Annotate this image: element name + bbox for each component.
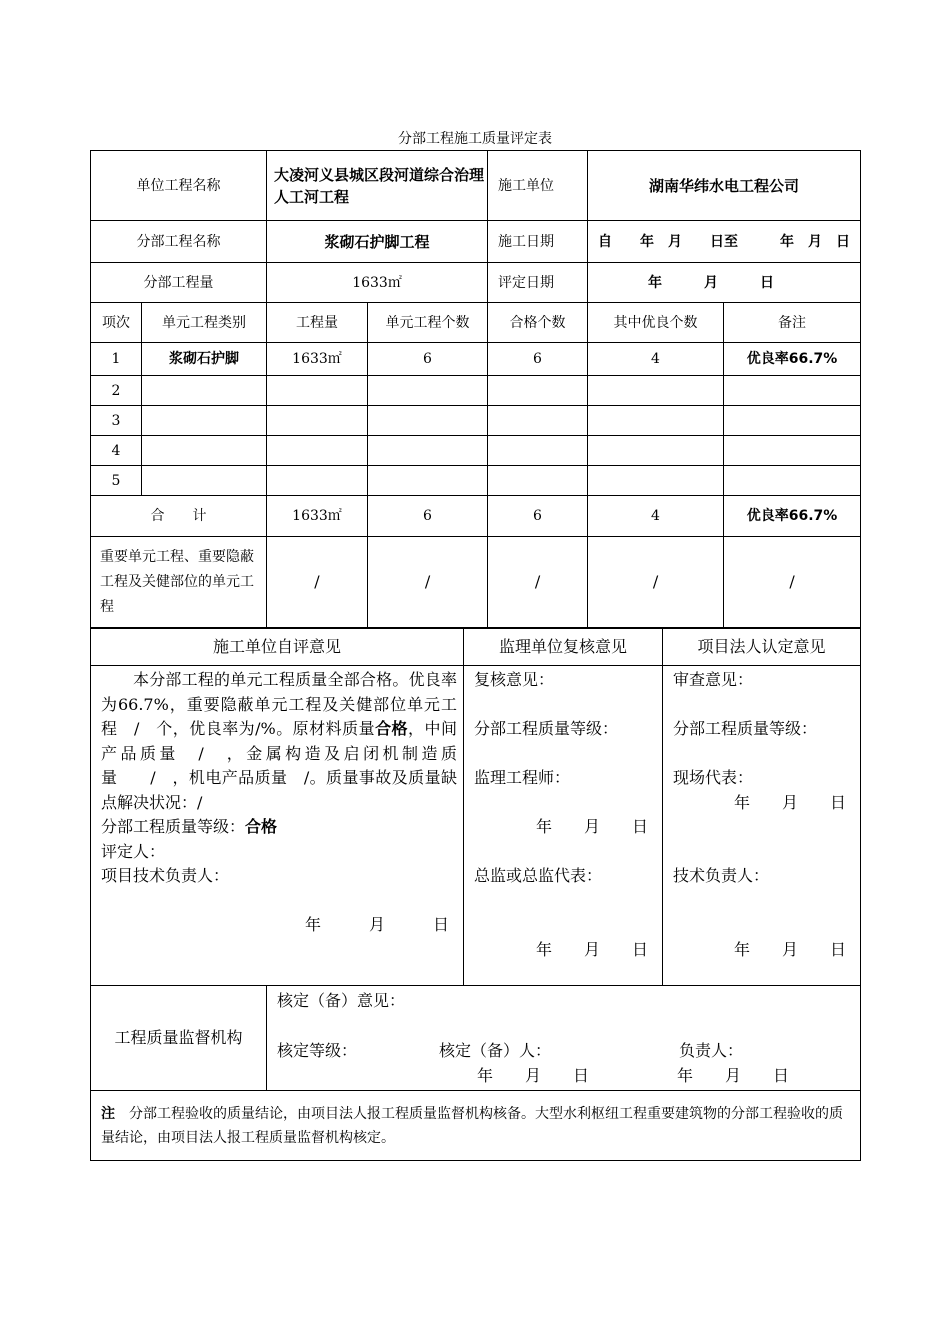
owner-rep: 现场代表： bbox=[673, 768, 754, 787]
supervisor-opinion-header: 监理单位复核意见 bbox=[464, 629, 663, 666]
row-remark bbox=[724, 466, 861, 496]
quantity-label: 分部工程量 bbox=[91, 263, 267, 303]
approval-date-1: 年 月 日 bbox=[477, 1066, 590, 1085]
col-header: 合格个数 bbox=[488, 303, 588, 343]
total-excellent: 4 bbox=[588, 496, 724, 537]
unit-project-label: 单位工程名称 bbox=[91, 151, 267, 221]
note-label: 注 bbox=[101, 1105, 115, 1122]
row-qualified bbox=[488, 466, 588, 496]
row-no: 2 bbox=[91, 376, 142, 406]
row-quantity bbox=[267, 466, 368, 496]
owner-date-1: 年 月 日 bbox=[733, 792, 846, 812]
approval-date-2: 年 月 日 bbox=[677, 1066, 790, 1085]
row-type bbox=[142, 466, 267, 496]
supervisor-grade: 分部工程质量等级： bbox=[474, 719, 619, 738]
row-count bbox=[368, 466, 488, 496]
supervisor-chief: 总监或总监代表： bbox=[474, 866, 603, 885]
row-count bbox=[368, 436, 488, 466]
approval-opinion: 核定（备）意见： bbox=[277, 991, 406, 1010]
row-count bbox=[368, 376, 488, 406]
eval-date-label: 评定日期 bbox=[488, 263, 588, 303]
column-header-row bbox=[91, 303, 861, 343]
row-type bbox=[142, 436, 267, 466]
owner-tech: 技术负责人： bbox=[673, 866, 770, 885]
owner-grade: 分部工程质量等级： bbox=[673, 719, 818, 738]
row-qualified bbox=[488, 406, 588, 436]
supervisor-engineer: 监理工程师： bbox=[474, 768, 571, 787]
table-row bbox=[91, 436, 861, 466]
row-remark bbox=[724, 406, 861, 436]
contractor-date: 年 月 日 bbox=[304, 915, 449, 934]
contractor-opinion-text: 本分部工程的单元工程质量全部合格。优良率为66.7%，重要隐蔽单元工程及关健部位单元工程 / 个，优良率为/%。原材料质量 bbox=[101, 670, 457, 738]
eval-date-value: 年 月 日 bbox=[588, 263, 861, 303]
contractor-label: 施工单位 bbox=[488, 151, 588, 221]
contractor-tech-lead: 项目技术负责人： bbox=[101, 866, 230, 885]
supervision-body bbox=[267, 986, 861, 1091]
col-header: 工程量 bbox=[267, 303, 368, 343]
note-text: 分部工程验收的质量结论，由项目法人报工程质量监督机构核备。大型水利枢纽工程重要建筑物的分部工程验收的质量结论，由项目法人报工程质量监督机构核定。 bbox=[101, 1105, 843, 1146]
row-qualified: 6 bbox=[488, 343, 588, 376]
contractor-grade-label: 分部工程质量等级： bbox=[101, 817, 246, 836]
important-label: 重要单元工程、重要隐蔽工程及关健部位的单元工程 bbox=[91, 537, 267, 628]
sub-project-value: 浆砌石护脚工程 bbox=[267, 221, 488, 263]
owner-review: 审查意见： bbox=[673, 670, 754, 689]
sub-project-label: 分部工程名称 bbox=[91, 221, 267, 263]
total-qualified: 6 bbox=[488, 496, 588, 537]
quantity-value: 1633㎡ bbox=[267, 263, 488, 303]
table-row bbox=[91, 343, 861, 376]
contractor-value: 湖南华纬水电工程公司 bbox=[588, 151, 861, 221]
owner-opinion-header: 项目法人认定意见 bbox=[663, 629, 861, 666]
total-row bbox=[91, 496, 861, 537]
responsible: 负责人： bbox=[679, 1041, 744, 1060]
row-excellent bbox=[588, 376, 724, 406]
col-header: 其中优良个数 bbox=[588, 303, 724, 343]
row-no: 5 bbox=[91, 466, 142, 496]
row-remark bbox=[724, 376, 861, 406]
row-excellent: 4 bbox=[588, 343, 724, 376]
approval-grade: 核定等级： bbox=[277, 1041, 358, 1060]
construction-date-value: 自 年 月 日至 年 月 日 bbox=[588, 221, 861, 263]
supervisor-date-1: 年 月 日 bbox=[535, 817, 648, 836]
construction-date-label: 施工日期 bbox=[488, 221, 588, 263]
row-type: 浆砌石护脚 bbox=[142, 343, 267, 376]
important-c2: / bbox=[368, 537, 488, 628]
important-c1: / bbox=[267, 537, 368, 628]
row-type bbox=[142, 376, 267, 406]
row-no: 4 bbox=[91, 436, 142, 466]
row-qualified bbox=[488, 436, 588, 466]
evaluation-table bbox=[90, 150, 861, 628]
total-remark: 优良率66.7% bbox=[724, 496, 861, 537]
row-excellent bbox=[588, 466, 724, 496]
row-excellent bbox=[588, 406, 724, 436]
table-row bbox=[91, 466, 861, 496]
opinions-table bbox=[90, 628, 861, 986]
row-count: 6 bbox=[368, 343, 488, 376]
contractor-evaluator: 评定人： bbox=[101, 841, 166, 861]
row-quantity: 1633㎡ bbox=[267, 343, 368, 376]
row-count bbox=[368, 406, 488, 436]
owner-date-2: 年 月 日 bbox=[733, 939, 846, 959]
important-c4: / bbox=[588, 537, 724, 628]
approver: 核定（备）人： bbox=[439, 1041, 552, 1060]
row-quantity bbox=[267, 436, 368, 466]
col-header: 备注 bbox=[724, 303, 861, 343]
important-c5: / bbox=[724, 537, 861, 628]
unit-project-value: 大凌河义县城区段河道综合治理人工河工程 bbox=[267, 151, 488, 221]
supervisor-review: 复核意见： bbox=[474, 670, 555, 689]
row-no: 3 bbox=[91, 406, 142, 436]
note bbox=[91, 1091, 861, 1161]
material-quality: 合格 bbox=[375, 719, 409, 738]
row-quantity bbox=[267, 376, 368, 406]
important-c3: / bbox=[488, 537, 588, 628]
form-title: 分部工程施工质量评定表 bbox=[398, 131, 552, 147]
important-row bbox=[91, 537, 861, 628]
supervision-label: 工程质量监督机构 bbox=[91, 986, 267, 1091]
supervisor-opinion bbox=[464, 666, 663, 986]
table-row bbox=[91, 376, 861, 406]
row-type bbox=[142, 406, 267, 436]
col-header: 单元工程个数 bbox=[368, 303, 488, 343]
col-header: 单元工程类别 bbox=[142, 303, 267, 343]
row-remark: 优良率66.7% bbox=[724, 343, 861, 376]
total-label: 合 计 bbox=[91, 496, 267, 537]
table-row bbox=[91, 406, 861, 436]
row-excellent bbox=[588, 436, 724, 466]
row-quantity bbox=[267, 406, 368, 436]
col-header: 项次 bbox=[91, 303, 142, 343]
row-remark bbox=[724, 436, 861, 466]
total-count: 6 bbox=[368, 496, 488, 537]
owner-opinion bbox=[663, 666, 861, 986]
row-no: 1 bbox=[91, 343, 142, 376]
contractor-grade-value: 合格 bbox=[245, 817, 278, 836]
row-qualified bbox=[488, 376, 588, 406]
total-quantity: 1633㎡ bbox=[267, 496, 368, 537]
contractor-opinion bbox=[91, 666, 464, 986]
contractor-opinion-header: 施工单位自评意见 bbox=[91, 629, 464, 666]
contractor-opinion-text-2: ，中间产品质量 / ，金属构造及启闭机制造质量 / ，机电产品质量 /。质量事故及质量缺点解决状况：/ bbox=[101, 719, 457, 812]
supervisor-date-2: 年 月 日 bbox=[535, 939, 648, 959]
supervision-table bbox=[90, 985, 861, 1161]
